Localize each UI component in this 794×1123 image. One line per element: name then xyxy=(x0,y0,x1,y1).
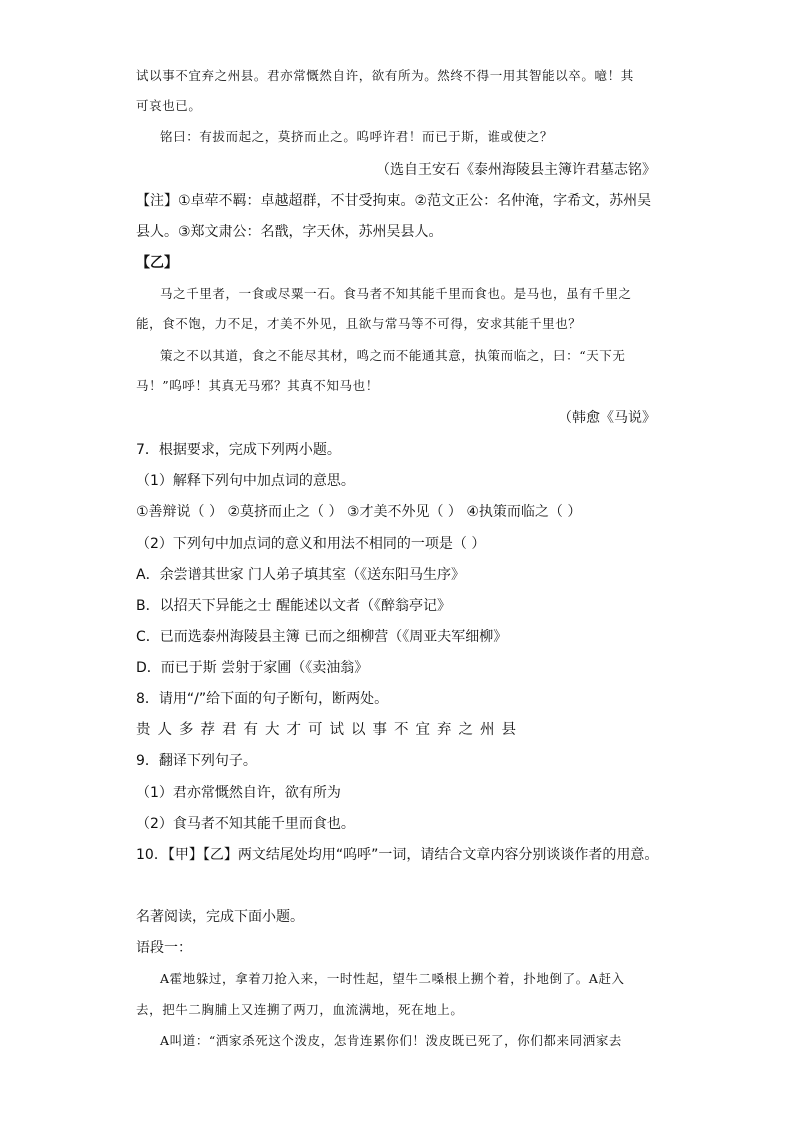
notes-line-2: 县人。③郑文肃公：名戬，字天休，苏州吴县人。 xyxy=(136,224,443,240)
jia-text-line-1: 试以事不宜弃之州县。君亦常慨然自许，欲有所为。然终不得一用其智能以卒。噫！其 xyxy=(136,68,634,83)
jia-source: （选自王安石《泰州海陵县主簿许君墓志铭》 xyxy=(376,162,656,178)
segment-1-para2-line-1: A叫道：“洒家杀死这个泼皮，怎肯连累你们！泼皮既已死了，你们都来同洒家去 xyxy=(160,1033,623,1048)
yi-para2-line-2: 马！”呜呼！其真无马邪？其真不知马也！ xyxy=(136,378,379,393)
option-b: B．以招天下异能之士 醒能述以文者（《醉翁亭记》 xyxy=(136,598,452,614)
question-7-1: （1）解释下列句中加点词的意思。 xyxy=(136,473,355,489)
question-9: 9．翻译下列句子。 xyxy=(136,753,257,769)
option-a: A．余尝谱其世家 门人弟子填其室（《送东阳马生序》 xyxy=(136,567,466,583)
notes-line-1: 【注】①卓荦不羁：卓越超群，不甘受拘束。②范文正公：名仲淹，字希文，苏州吴 xyxy=(136,193,652,209)
question-8: 8．请用“/”给下面的句子断句，断两处。 xyxy=(136,691,389,707)
question-9-1: （1）君亦常慨然自许，欲有所为 xyxy=(136,785,341,801)
epitaph-line: 铭曰：有拔而起之，莫挤而止之。呜呼许君！而已于斯，谁或使之？ xyxy=(160,129,554,144)
option-c: C．已而选泰州海陵县主簿 已而之细柳营（《周亚夫军细柳》 xyxy=(136,629,508,645)
question-10: 10．【甲】【乙】两文结尾处均用“呜呼”一词，请结合文章内容分别谈谈作者的用意。 xyxy=(136,847,659,863)
question-9-2: （2）食马者不知其能千里而食也。 xyxy=(136,816,355,832)
yi-para1-line-2: 能，食不饱，力不足，才美不外见，且欲与常马等不可得，安求其能千里也？ xyxy=(136,316,582,331)
question-7-2: （2）下列句中加点词的意义和用法不相同的一项是（ ） xyxy=(136,536,486,552)
jia-text-line-2: 可哀也已。 xyxy=(136,98,202,113)
yi-source: （韩愈《马说》 xyxy=(558,410,656,426)
question-8-sentence: 贵人多荐君有大才可试以事不宜弃之州县 xyxy=(136,722,523,738)
option-d: D．而已于斯 尝射于家圃（《卖油翁》 xyxy=(136,660,369,676)
yi-label: 【乙】 xyxy=(136,255,178,271)
yi-para1-line-1: 马之千里者，一食或尽粟一石。食马者不知其能千里而食也。是马也，虽有千里之 xyxy=(160,286,632,301)
segment-1-para1-line-2: 去，把牛二胸脯上又连搠了两刀，血流满地，死在地上。 xyxy=(136,1002,464,1017)
yi-para2-line-1: 策之不以其道，食之不能尽其材，鸣之而不能通其意，执策而临之，曰：“天下无 xyxy=(160,348,626,363)
classics-intro: 名著阅读，完成下面小题。 xyxy=(136,909,304,925)
segment-1-para1-line-1: A霍地躲过，拿着刀抢入来，一时性起，望牛二嗓根上搠个着，扑地倒了。A赶入 xyxy=(160,971,625,986)
question-7-1-items: ①善辩说（ ） ②莫挤而止之（ ） ③才美不外见（ ） ④执策而临之（ ） xyxy=(136,504,582,520)
segment-1-label: 语段一： xyxy=(136,940,192,956)
question-7: 7．根据要求，完成下列两小题。 xyxy=(136,442,341,458)
